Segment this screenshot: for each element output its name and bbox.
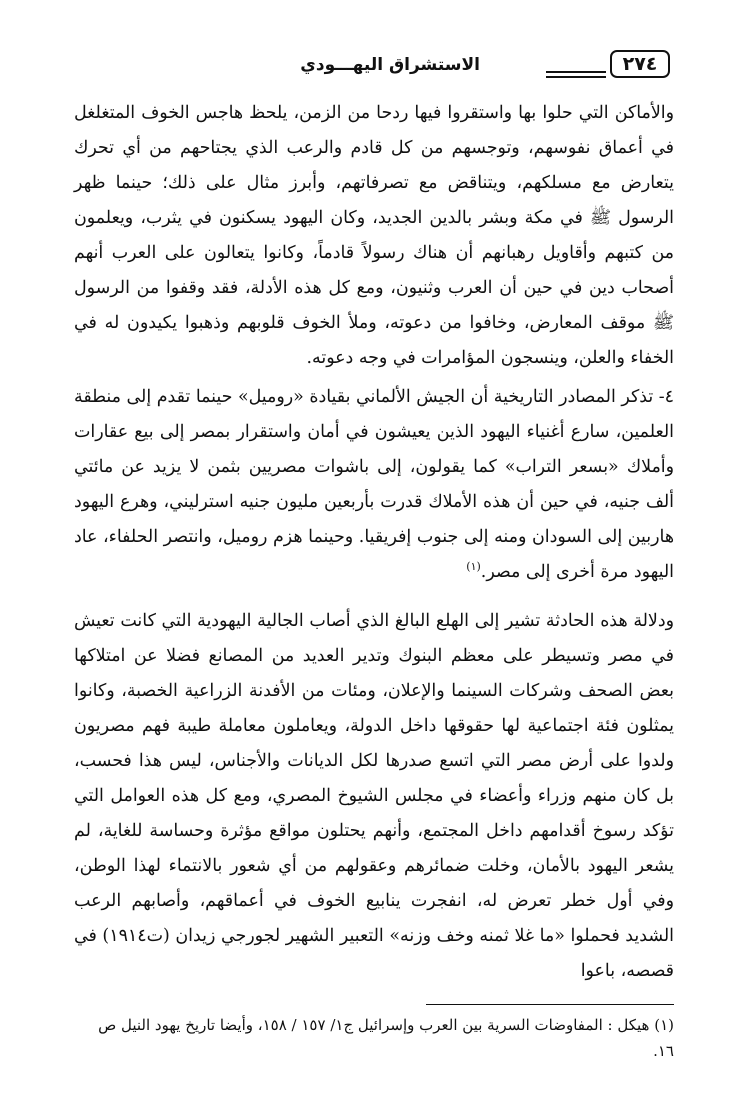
footnote-rule — [426, 1004, 674, 1005]
page-body — [74, 96, 674, 989]
paragraph-2 — [74, 380, 674, 590]
page-number: ٢٧٤ — [610, 50, 670, 78]
header-rule — [546, 71, 606, 78]
paragraph-1: والأماكن التي حلوا بها واستقروا فيها ردحا من الزمن، يلحظ هاجس الخوف المتغلغل في أعماق نفوسهم، وتوجسهم من كل قادم والرعب الذي يجتاحهم من أي تحرك يتعارض مع مسلكهم، ويتناقض مع تصرفاتهم، وأبرز مثال على ذلك؛ حينما ظهر الرسول ﷺ في مكة وبشر بالدين الجديد، وكان اليهود يسكنون في يثرب، ويعلمون من كتبهم وأقاويل رهبانهم أن هناك رسولاً قادماً، وكانوا يتعالون على العرب أنهم أصحاب دين في حين أن العرب وثنيون، ومع كل هذه الأدلة، فقد وقفوا من الرسول ﷺ موقف المعارض، وخافوا من دعوته، وملأ الخوف قلوبهم وذهبوا يكيدون له في الخفاء والعلن، وينسجون المؤامرات في وجه دعوته. — [74, 103, 674, 368]
running-title: الاستشراق اليهـــودي — [300, 55, 480, 75]
paragraph-3: ودلالة هذه الحادثة تشير إلى الهلع البالغ الذي أصاب الجالية اليهودية التي كانت تعيش في مصر وتسيطر على معظم البنوك وتدير العديد من المصانع فضلا عن امتلاكها بعض الصحف وشركات السينما والإعلان، ومئات من الأفدنة الزراعية الخصبة، وكانوا يمثلون فئة اجتماعية لها حقوقها داخل الدولة، ويعاملون معاملة طيبة فهم مصريون ولدوا على أرض مصر التي اتسع صدرها لكل الديانات والأجناس، ليس هذا فحسب، بل كان منهم وزراء وأعضاء في مجلس الشيوخ المصري، ومع كل هذه العوامل التي تؤكد رسوخ أقدامهم داخل المجتمع، وأنهم يحتلون مواقع مؤثرة وحساسة للغاية، لم يشعر اليهود بالأمان، وخلت ضمائرهم وعقولهم من أي شعور بالانتماء لهذا الوطن، وفي أول خطر تعرض له، انفجرت ينابيع الخوف في أعماقهم، وأصابهم الرعب الشديد فحملوا «ما غلا ثمنه وخف وزنه» التعبير الشهير لجورجي زيدان (ت١٩١٤) في قصصه، باعوا — [74, 611, 675, 981]
paragraph-2-text: ٤- تذكر المصادر التاريخية أن الجيش الألماني بقيادة «روميل» حينما تقدم إلى منطقة العلمين، سارع أغنياء اليهود الذين يعيشون في أمان واستقرار بمصر إلى بيع عقارات وأملاك «بسعر التراب» كما يقولون، إلى باشوات مصريين بثمن لا يزيد عن مائتي ألف جنيه، في حين أن هذه الأملاك قدرت بأربعين مليون جنيه استرليني، وهرع اليهود هاربين إلى السودان ومنه إلى جنوب إفريقيا. وحينما هزم روميل، وانتصر الحلفاء، عاد اليهود مرة أخرى إلى مصر. — [74, 387, 674, 582]
footnote-marker: (١) — [466, 560, 481, 574]
page-header — [70, 50, 670, 82]
footnote: (١) هيكل : المفاوضات السرية بين العرب وإسرائيل ج١/ ١٥٧ / ١٥٨، وأيضا تاريخ يهود النيل ص ١٦. — [98, 1016, 674, 1060]
